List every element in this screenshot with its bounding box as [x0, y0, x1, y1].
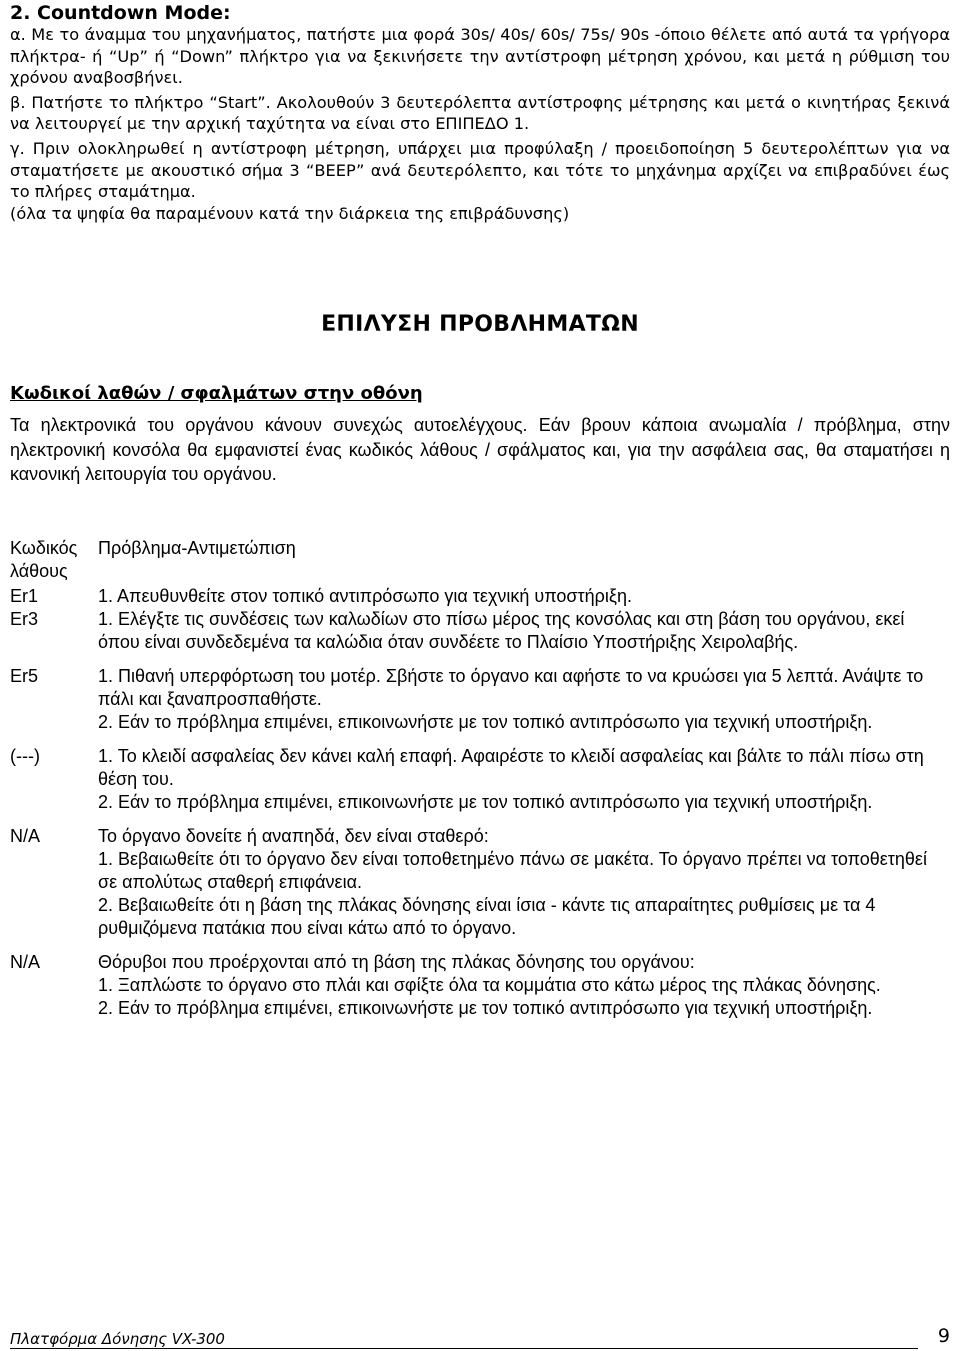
solution-line: 1. Απευθυνθείτε στον τοπικό αντιπρόσωπο για τεχνική υποστήριξη. — [98, 586, 632, 606]
error-code-cell: N/A — [10, 826, 41, 846]
page-footer — [10, 1322, 950, 1350]
footer-divider — [10, 1348, 918, 1349]
error-code-cell: (---) — [10, 746, 40, 766]
table-row — [10, 745, 946, 825]
solution-line: Θόρυβοι που προέρχονται από τη βάση της πλάκας δόνησης του οργάνου: — [98, 952, 695, 972]
error-code-cell: N/A — [10, 952, 41, 972]
header-desc-cell: Πρόβλημα-Αντιμετώπιση — [98, 538, 296, 558]
error-code-cell: Er5 — [10, 666, 39, 686]
page-number: 9 — [937, 1325, 950, 1347]
error-solution-cell — [98, 665, 946, 745]
error-solution-cell — [98, 585, 946, 608]
error-solution-cell — [98, 608, 946, 665]
table-row — [10, 585, 946, 608]
table-row — [10, 665, 946, 745]
header-code-cell: Κωδικός λάθους — [10, 538, 78, 581]
solution-line: 1. Το κλειδί ασφαλείας δεν κάνει καλή επαφή. Αφαιρέστε το κλειδί ασφαλείας και βάλτε το πάλι πίσω στη θέση του. — [98, 746, 924, 789]
solution-line: Το όργανο δονείτε ή αναπηδά, δεν είναι σταθερό: — [98, 826, 489, 846]
countdown-step-a: α. Με το άναμμα του μηχανήματος, πατήστε μια φορά 30s/ 40s/ 60s/ 75s/ 90s -όποιο θέλετε από αυτά τα γρήγορα πλήκτρα- ή “Up” ή “Down” πλήκτρο για να ξεκινήσετε την αντίστροφη μέτρηση χρόνου, και μετά η ρύθμιση του χρόνου αναβοσβήνει. — [10, 25, 950, 88]
solution-line: 2. Εάν το πρόβλημα επιμένει, επικοινωνήστε με τον τοπικό αντιπρόσωπο για τεχνική υποστήριξη. — [98, 998, 873, 1018]
error-solution-cell — [98, 745, 946, 825]
error-solution-cell — [98, 825, 946, 951]
error-code-cell: Er3 — [10, 609, 39, 629]
table-row — [10, 825, 946, 951]
error-solution-cell — [98, 951, 946, 1031]
solution-line: 2. Εάν το πρόβλημα επιμένει, επικοινωνήστε με τον τοπικό αντιπρόσωπο για τεχνική υποστήριξη. — [98, 792, 873, 812]
solution-line: 1. Πιθανή υπερφόρτωση του μοτέρ. Σβήστε το όργανο και αφήστε το να κρυώσει για 5 λεπτά. Ανάψτε το πάλι και ξαναπροσπαθήστε. — [98, 666, 924, 709]
table-row — [10, 608, 946, 665]
solution-line: 1. Ξαπλώστε το όργανο στο πλάι και σφίξτε όλα τα κομμάτια στο κάτω μέρος της πλάκας δόνησης. — [98, 975, 881, 995]
error-code-cell: Er1 — [10, 586, 39, 606]
troubleshooting-title: ΕΠΙΛΥΣΗ ΠΡΟΒΛΗΜΑΤΩΝ — [321, 312, 639, 338]
error-codes-subtitle: Κωδικοί λαθών / σφαλμάτων στην οθόνη — [10, 383, 423, 405]
troubleshooting-intro: Τα ηλεκτρονικά του οργάνου κάνουν συνεχώς αυτοελέγχους. Εάν βρουν κάποια ανωμαλία / πρόβλημα, στην ηλεκτρονική κονσόλα θα εμφανιστεί ένας κωδικός λάθους / σφάλματος και, για την ασφάλεια σας, θα σταματήσει η κανονική λειτουργία του οργάνου. — [10, 415, 950, 485]
table-header-row — [10, 537, 946, 585]
footer-title: Πλατφόρμα Δόνησης VX-300 — [10, 1330, 225, 1348]
countdown-heading: 2. Countdown Mode: — [10, 2, 231, 24]
solution-line: 2. Βεβαιωθείτε ότι η βάση της πλάκας δόνησης είναι ίσια - κάντε τις απαραίτητες ρυθμίσεις με τα 4 ρυθμιζόμενα πατάκια που είναι κάτω από το όργανο. — [98, 895, 876, 938]
solution-line: 1. Βεβαιωθείτε ότι το όργανο δεν είναι τοποθετημένο πάνω σε μακέτα. Το όργανο πρέπει να τοποθετηθεί σε απολύτως σταθερή επιφάνεια. — [98, 849, 927, 892]
countdown-step-c: γ. Πριν ολοκληρωθεί η αντίστροφη μέτρηση, υπάρχει μια προφύλαξη / προειδοποίηση 5 δευτερολέπτων για να σταματήσετε με ακουστικό σήμα 3 “BEEP” ανά δευτερόλεπτο, και τότε το μηχάνημα αρχίζει να επιβραδύνει έως το πλήρες σταμάτημα. — [10, 138, 950, 202]
countdown-step-b: β. Πατήστε το πλήκτρο “Start”. Ακολουθούν 3 δευτερόλεπτα αντίστροφης μέτρησης και μετά ο κινητήρας ξεκινά να λειτουργεί με την αρχική ταχύτητα να είναι στο ΕΠΙΠΕΔΟ 1. — [10, 92, 950, 134]
error-code-table — [10, 537, 946, 1031]
solution-line: 2. Εάν το πρόβλημα επιμένει, επικοινωνήστε με τον τοπικό αντιπρόσωπο για τεχνική υποστήριξη. — [98, 712, 873, 732]
document-page — [10, 0, 950, 1018]
table-row — [10, 951, 946, 1031]
countdown-note: (όλα τα ψηφία θα παραμένουν κατά την διάρκεια της επιβράδυνσης) — [10, 203, 570, 223]
solution-line: 1. Ελέγξτε τις συνδέσεις των καλωδίων στο πίσω μέρος της κονσόλας και στη βάση του οργάνου, εκεί όπου είναι συνδεδεμένα τα καλώδια όταν συνδέετε το Πλαίσιο Υποστήριξης Χειρολαβής. — [98, 609, 905, 652]
